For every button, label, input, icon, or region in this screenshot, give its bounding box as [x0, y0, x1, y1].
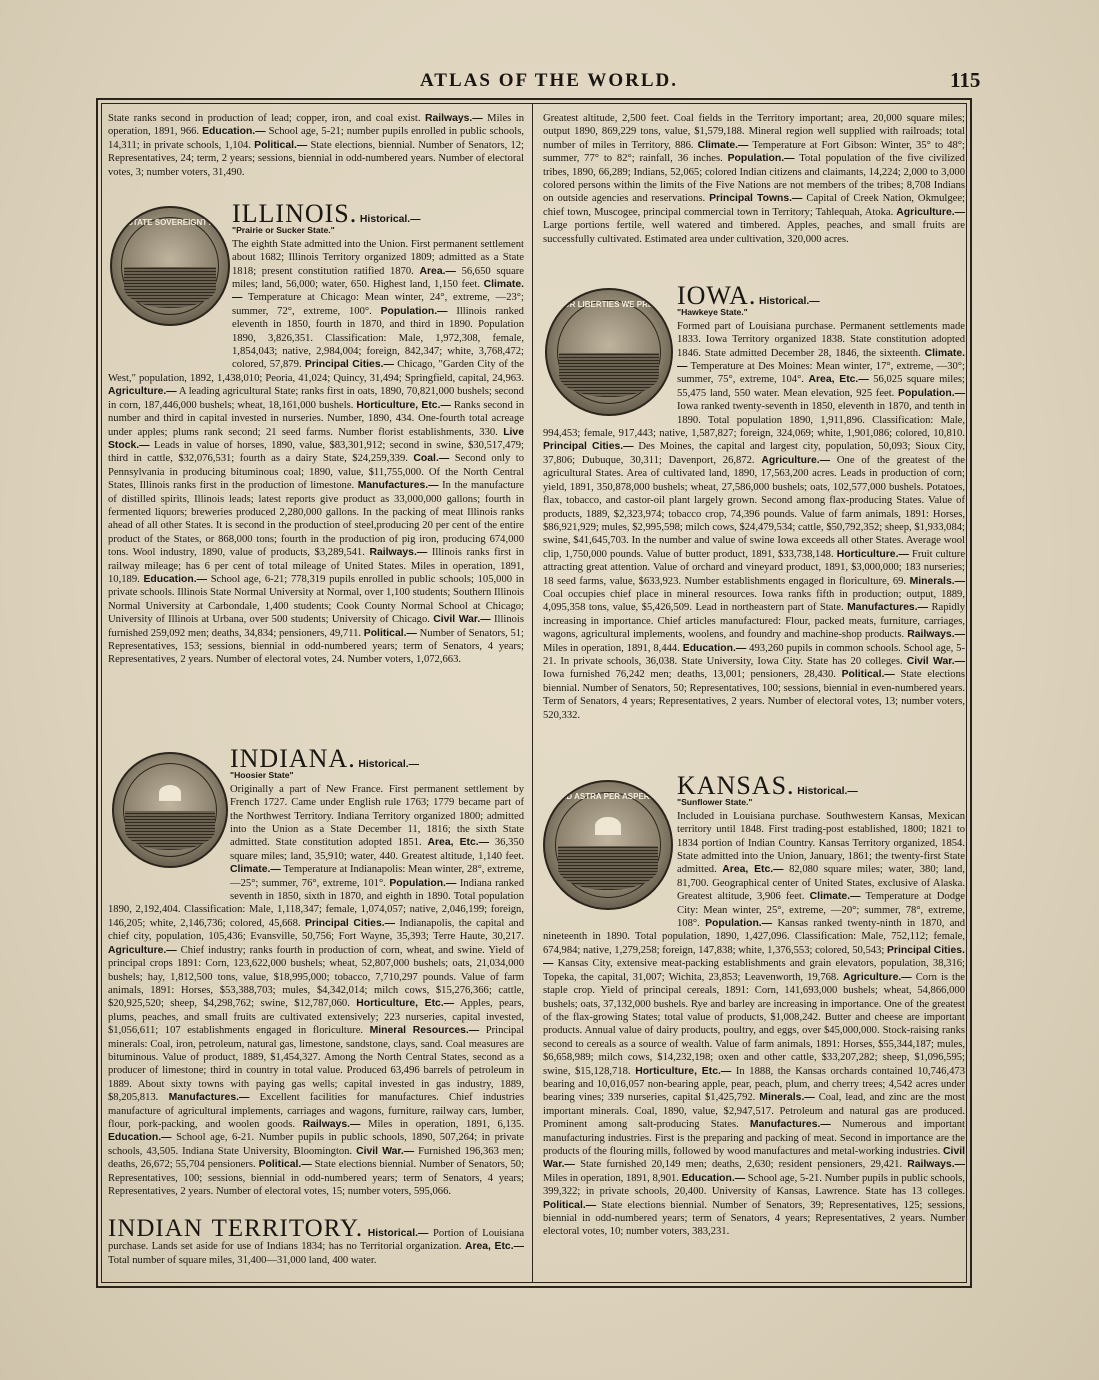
- seal-spacer: [543, 320, 677, 424]
- section-text: Indiana ranked seventh in 1850, sixth in 1870, and eighth in 1890. Total population 1890, 2,192,404. Classification: Male, 1,118,347; female, 1,074,057; native, 2,046,199; foreign, 146,205; white, 2,146,736; colored, 45,668.: [108, 877, 524, 929]
- indiana-section: [108, 744, 525, 1198]
- seal-spacer: [543, 810, 677, 928]
- section-text: Iowa furnished 76,242 men; deaths, 13,001; pensioners, 28,430.: [543, 669, 836, 681]
- livestock-heading: Live Stock.—: [108, 426, 524, 451]
- towns-heading: Principal Towns.—: [709, 193, 803, 205]
- section-text: 36,350 square miles; land, 35,910; water, 440. Greatest altitude, 1,140 feet.: [230, 837, 524, 862]
- section-text: 56,025 square miles; 55,475 land, 550 water. Mean elevation, 925 feet.: [677, 374, 965, 399]
- mineral-heading: Mineral Resources.—: [369, 1025, 480, 1037]
- fragment-text: Miles in operation, 1891, 966.: [108, 113, 524, 138]
- cities-heading: Principal Cities.—: [304, 359, 394, 371]
- manufactures-heading: Manufactures.—: [357, 480, 439, 492]
- section-text: Indianapolis, the capital and chief city, population, 105,436; Evansville, 50,756; Fort Wayne, 35,393; Terre Haute, 30,217.: [108, 917, 524, 943]
- indian-territory-section: [108, 1215, 525, 1267]
- railways-heading: Railways.—: [369, 547, 428, 559]
- climate-heading: Climate.—: [697, 139, 749, 151]
- iowa-seal-motto: OUR LIBERTIES WE PRIZE: [557, 300, 661, 309]
- climate-heading: Climate.—: [230, 864, 281, 876]
- political-heading: Political.—: [363, 627, 417, 639]
- section-text: 82,080 square miles; water, 380; land, 81,700. Geographical center of United States, exclusive of Alaska. Greatest altitude, 3,906 feet.: [677, 864, 965, 903]
- climate-heading: Climate.—: [809, 891, 861, 903]
- illinois-heading: ILLINOIS.: [232, 199, 358, 228]
- section-text: 493,260 pupils in common schools. School age, 5-21. In private schools, 36,038. State University, Iowa City. State has 20 colleges.: [543, 642, 966, 667]
- coal-heading: Coal.—: [413, 453, 450, 465]
- section-text: Ranks second in number and third in capital invested in nurseries. Number, 1890, 434. One-fourth total acreage under apples; plums rank second; 21 seed farms. Number florist establishments, 330.: [108, 399, 524, 438]
- section-text: Principal minerals: Coal, iron, petroleum, natural gas, limestone, sandstone, clays, sand. Coal measures are bituminous. Value of product, 1889, $1,454,327. Among the North Central States, second as a producer of limestone; third in country in total value. Produced 63,496 barrels of petroleum in 1889. About sixty towns with paying gas wells; capital invested in gas industry, 1889, $8,205,813.: [108, 1025, 524, 1104]
- iowa-nickname: "Hawkeye State.": [677, 307, 748, 318]
- section-text: Chief industry; ranks fourth in production of corn, wheat, and swine. Yield of principal crops 1891: Corn, 123,622,000 bushels; wheat, 52,807,000 bushels; oats, 21,034,000 bushels; hay, 1,812,500 tons, value, $18,995,000; tobacco, 7,710,297 pounds. Value of farm animals, 1891: Horses, $53,388,703; mules, $4,342,014; milch cows, $15,276,366; cattle, $20,925,520; sheep, $4,298,762; swine, $12,787,060.: [108, 944, 524, 1010]
- railways-heading: Railways.—: [907, 1159, 965, 1171]
- indiana-nickname: "Hoosier State": [230, 770, 294, 781]
- section-text: Temperature at Indianapolis: Mean winter, 28°, extreme, —25°; summer, 76°, extreme, 101°.: [230, 864, 524, 889]
- indiana-heading: INDIANA.: [230, 744, 356, 773]
- agriculture-heading: Agriculture.—: [108, 944, 177, 956]
- section-text: School age, 6-21. Number pupils in public schools, 1890, 507,264; in private schools, 43,505. Indiana State University, Bloomington.: [108, 1132, 524, 1157]
- fragment-text: State ranks second in production of lead; copper, iron, and coal exist.: [108, 113, 421, 124]
- illinois-seal-motto: STATE SOVEREIGNTY: [127, 218, 213, 227]
- historical-heading: Historical.—: [759, 296, 820, 307]
- section-text: Des Moines, the capital and largest city, population, 50,093; Sioux City, 37,806; Dubuque, 30,311; Davenport, 26,872.: [543, 441, 965, 466]
- political-heading: Political.—: [543, 1199, 597, 1211]
- section-text: Included in Louisiana purchase. Southwestern Kansas, Mexican territory until 1848. First trading-post established, 1800; 1821 to 1834 portion of Indian Country. Kansas Territory organized, 1854. State admitted into the Union, January, 1861; the twenty-first State admitted.: [677, 810, 965, 876]
- page-number: 115: [950, 68, 981, 92]
- section-text: Excellent facilities for manufactures. Chief industries manufacture of agricultural implements, carriages and wagons, furniture, railway cars, lumber, flour, pork-packing, and woolen goods.: [108, 1092, 525, 1130]
- population-heading: Population.—: [727, 153, 795, 165]
- political-heading: Political.—: [258, 1159, 312, 1171]
- section-text: Furnished 196,363 men; deaths, 26,672; 55,704 pensioners.: [108, 1145, 524, 1171]
- education-heading: Education.—: [681, 1172, 746, 1184]
- section-text: Leads in value of horses, 1890, value, $83,301,912; second in swine, $30,517,479; third in cattle, $32,076,531; fourth as a dairy State, $24,259,339.: [108, 439, 525, 465]
- section-text: A leading agricultural State; ranks first in oats, 1890, 70,821,000 bushels; second in corn, 187,446,000 bushels; wheat, 18,161,000 bushels.: [108, 386, 524, 411]
- section-text: Coal, lead, and zinc are the most important minerals. Coal, 1890, value, $2,947,517. Petroleum and natural gas are produced. Prominent among salt-producing States.: [543, 1092, 965, 1131]
- illinois-nickname: "Prairie or Sucker State.": [232, 225, 335, 236]
- left-top-fragment: [108, 112, 524, 179]
- section-text: School age, 6-21; 778,319 pupils enrolled in public schools; 105,000 in private schools. Illinois State Normal University at Normal, over 1,100 students; Southern Illinois Normal University at Carbondale, 1,400 students; Cook County Normal School at Chicago; University of Illinois at Urbana, over 500 students; University of Chicago.: [108, 573, 524, 626]
- section-text: State elections biennial. Number of Senators, 39; Representatives, 125; sessions, biennial in odd-numbered years; term of Senators, 4 years; Representatives, 2 years. Number electoral votes, 10; number voters, 383,231.: [543, 1199, 965, 1238]
- seal-spacer: [108, 783, 230, 891]
- historical-heading: Historical.—: [359, 214, 421, 225]
- civil-war-heading: Civil War.—: [433, 614, 491, 626]
- illinois-section: [108, 199, 525, 667]
- civil-war-heading: Civil War.—: [356, 1145, 415, 1157]
- section-text: State elections biennial. Number of Senators, 50; Representatives, 100; sessions, biennial in even-numbered years. Term of Senators, 4 years; Representatives, 2 years. Number of electoral votes, 13; number voters, 520,332.: [543, 669, 965, 721]
- section-text: Second only to Pennsylvania in producing bituminous coal; 1890, value, $11,755,000. Of the North Central States, Illinois ranks first in the production of limestone.: [108, 453, 525, 492]
- kansas-seal-motto: AD ASTRA PER ASPERA: [560, 792, 656, 801]
- population-heading: Population.—: [898, 387, 965, 399]
- horticulture-heading: Horticulture, Etc.—: [356, 998, 455, 1010]
- section-text: Formed part of Louisiana purchase. Permanent settlements made 1833. Iowa Territory organized 1838. State constitution adopted 1846. State admitted December 28, 1846, the sixteenth.: [677, 320, 965, 359]
- civil-war-heading: Civil War.—: [543, 1145, 965, 1171]
- iowa-section: [543, 281, 966, 722]
- running-title: ATLAS OF THE WORLD.: [420, 70, 678, 91]
- section-text: The eighth State admitted into the Union. First permanent settlement about 1682; Illinois Territory organized 1809; admitted as a State 1818; present constitution ratified 1870.: [232, 238, 524, 277]
- agriculture-heading: Agriculture.—: [842, 971, 912, 983]
- section-text: Apples, pears, plums, peaches, and small fruits are cultivated extensively; 223 nurseries, capital invested, $1,056,611; 107 establishments engaged in floriculture.: [108, 998, 524, 1037]
- cities-heading: Principal Cities.—: [543, 944, 965, 970]
- cities-heading: Principal Cities.—: [543, 441, 634, 453]
- education-heading: Education.—: [202, 126, 266, 138]
- section-text: Number of Senators, 51; Representatives, 153; sessions, biennial in odd-numbered years; term of Senators, 4 years; Representatives, 2 years. Number of electoral votes, 24. Number voters, 1,072,663.: [108, 627, 524, 666]
- section-text: Miles in operation, 1891, 8,444.: [543, 642, 680, 654]
- area-heading: Area, Etc.—: [427, 837, 490, 849]
- political-heading: Political.—: [254, 139, 308, 151]
- railways-heading: Railways.—: [907, 629, 965, 641]
- population-heading: Population.—: [380, 305, 448, 317]
- section-text: Temperature at Des Moines: Mean winter, 17°, extreme, —30°; summer, 75°, extreme, 104°.: [677, 361, 965, 386]
- seal-spacer: [108, 238, 232, 366]
- section-text: Iowa ranked twenty-seventh in 1850, eleventh in 1870, and tenth in 1890. Total population 1890, 1,911,896. Classification: Male, 994,453; female, 917,443; native, 1,587,827; foreign, 324,069; white, 1,901,086; colored, 10,810.: [543, 401, 965, 440]
- section-text: Coal occupies chief place in mineral resources. Iowa ranks fifth in production; output, 1889, 4,095,358 tons, value, $5,426,509. Lead in northeastern part of State.: [543, 588, 965, 614]
- section-text: Illinois ranked eleventh in 1850, fourth in 1870, and third in 1890. Population 1890, 3,826,351. Classification: Male, 1,972,308, female, 1,854,043; native, 2,984,004; foreign, 842,347; white, 3,768,472; colored, 57,879.: [232, 305, 524, 371]
- section-text: Numerous and important manufacturing industries. First is the preparing and packing of meat. Second in importance are the products of the flouring mills, followed by wood manufactures and metal-working industries.: [543, 1119, 965, 1157]
- section-text: Temperature at Dodge City: Mean winter, 25°, extreme, —20°; summer, 78°, extreme, 108°.: [677, 891, 965, 930]
- population-heading: Population.—: [705, 918, 773, 930]
- civil-war-heading: Civil War.—: [906, 655, 965, 667]
- section-text: In 1888, the Kansas orchards contained 10,746,473 bearing and 10,016,057 non-bearing apple, pear, peach, plum, and cherry trees; 4,542 acres under bearing vines; 339 nurseries, capital $1,425,792.: [543, 1065, 965, 1104]
- section-text: State furnished 20,149 men; deaths, 2,630; resident pensioners, 29,421.: [580, 1159, 903, 1171]
- horticulture-heading: Horticulture, Etc.—: [356, 399, 451, 411]
- cities-heading: Principal Cities.—: [304, 917, 396, 929]
- railways-heading: Railways.—: [302, 1118, 361, 1130]
- area-heading: Area.—: [419, 265, 456, 277]
- horticulture-heading: Horticulture.—: [836, 548, 909, 560]
- section-text: Kansas ranked twenty-ninth in 1870, and nineteenth in 1890. Total population, 1890, 1,427,096. Classification: Male, 752,112; female, 674,984; native, 1,279,258; foreign, 147,838; white, 1,376,553; colored, 50,543;: [543, 918, 966, 956]
- kansas-heading: KANSAS.: [677, 771, 795, 800]
- population-heading: Population.—: [389, 877, 457, 889]
- fragment-text: State elections, biennial. Number of Senators, 12; Representatives, 24; term, 2 years; sessions, biennial in odd-numbered years. Number of electoral votes, 3; number voters, 31,490.: [108, 139, 525, 178]
- horticulture-heading: Horticulture, Etc.—: [635, 1065, 732, 1077]
- education-heading: Education.—: [682, 642, 747, 654]
- area-heading: Area, Etc.—: [722, 864, 784, 876]
- education-heading: Education.—: [108, 1132, 172, 1144]
- historical-heading: Historical.—: [358, 759, 419, 770]
- area-heading: Area, Etc.—: [464, 1241, 524, 1253]
- manufactures-heading: Manufactures.—: [168, 1092, 250, 1104]
- section-text: 56,650 square miles; land, 56,000; water, 650. Highest land, 1,150 feet.: [232, 265, 525, 291]
- area-heading: Area, Etc.—: [808, 374, 869, 386]
- agriculture-heading: Agriculture.—: [761, 454, 831, 466]
- section-text: Corn is the staple crop. Yield of principal cereals, 1891: Corn, 141,693,000 bushels; wheat, 54,866,000 bushels; oats, 37,132,000 bushels. Rye and barley are increasing in importance. One of the greatest of the flax-growing States; total value of products, $1,008,242. Butter and cheese are important products. Annual value of dairy products, poultry, and eggs, over $45,000,000. Stock-raising ranks second to cereals as a source of wealth. Value of farm animals, 1891: Horses, $55,344,187; mules, $6,658,989; milch cows, $14,232,198; oxen and other cattle, $33,207,282; sheep, $1,096,595; swine, $15,128,718.: [543, 971, 965, 1077]
- section-text: Total population of the five civilized tribes, 1890, 66,289; Indians, 52,065; colored Indian citizens and claimants, 14,224; 2,000 to 3,000 colored persons within the limits of the Five Nations are not members of the tribes; 8,708 Indians on outside agencies and reservations.: [543, 153, 965, 205]
- section-text: Fruit culture attracting great attention. Value of orchard and vineyard product, 1891, $3,000,000; 183 nurseries; 18 seed farms, value, $633,923. Number establishments engaged in floriculture, 69.: [543, 548, 966, 587]
- climate-heading: Climate.—: [677, 347, 965, 373]
- iowa-heading: IOWA.: [677, 281, 757, 310]
- climate-heading: Climate.—: [232, 279, 524, 304]
- kansas-section: [543, 771, 966, 1239]
- section-text: Kansas City, extensive meat-packing establishments and grain elevators, population, 38,316; Topeka, the capital, 31,007; Wichita, 23,853; Leavenworth, 19,768.: [543, 958, 965, 983]
- manufactures-heading: Manufactures.—: [847, 602, 928, 614]
- section-text: School age, 5-21. Number pupils in public schools, 399,322; in private schools, 20,400. University of Kansas, Lawrence. State has 13 colleges.: [543, 1172, 965, 1198]
- kansas-nickname: "Sunflower State.": [677, 797, 753, 808]
- agriculture-heading: Agriculture.—: [108, 386, 177, 398]
- section-text: Illinois furnished 259,092 men; deaths, 34,834; pensioners, 49,711.: [108, 614, 525, 639]
- section-text: Originally a part of New France. First permanent settlement by French 1727. Came under English rule 1763; 1779 became part of the Northwest Territory. Indiana Territory organized 1800; admitted into the Union as a State December 11, 1816; the sixth State admitted. State constitution adopted 1851.: [230, 783, 524, 849]
- section-text: Illinois ranks first in railway mileage; has 6 per cent of total mileage of United States. Miles in operation, 1891, 10,189.: [108, 547, 524, 585]
- right-top-fragment: [543, 112, 965, 246]
- section-text: Miles in operation, 1891, 8,901.: [543, 1172, 679, 1184]
- manufactures-heading: Manufactures.—: [749, 1119, 831, 1131]
- section-text: Rapidly increasing in importance. Chief articles manufactured: Flour, packed meats, furniture, carriages, wagons, agricultural implements, woolens, and foundry and machine-shop products.: [543, 602, 965, 641]
- education-heading: Education.—: [143, 573, 207, 585]
- political-heading: Political.—: [841, 669, 895, 681]
- section-text: In the manufacture of distilled spirits, Illinois leads; latest reports give product as 33,000,000 gallons; fourth in fermented liquors; breweries produced 2,280,000 gallons. In the packing of meat Illinois ranks ahead of all other States. It is second in the production of steel,producing 20 per cent of the entire product of the States, or 868,000 tons; fourth in the production of pig iron, producing 674,000 tons. Wool industry, 1890, value of products, $3,289,541.: [108, 480, 524, 559]
- minerals-heading: Minerals.—: [909, 575, 965, 587]
- indian-territory-heading: INDIAN TERRITORY.: [108, 1215, 364, 1242]
- section-text: Total number of square miles, 31,400—31,000 land, 400 water.: [108, 1254, 377, 1266]
- agriculture-heading: Agriculture.—: [896, 206, 965, 218]
- section-text: Portion of Louisiana purchase. Lands set aside for use of Indians 1834; has no Territorial organization.: [108, 1228, 525, 1253]
- fragment-text: School age, 5-21; number pupils enrolled in public schools, 14,311; in private schools, 1,104.: [108, 126, 524, 151]
- section-text: Chicago, "Garden City of the West," population, 1892, 1,438,010; Peoria, 41,024; Quincy, 31,494; Springfield, capital, 24,963.: [108, 359, 524, 384]
- column-divider: [532, 104, 533, 1282]
- section-text: State elections biennial. Number of Senators, 50; Representatives, 100; sessions, biennial in odd-numbered years; term of Senators, 4 years; Representatives, 2 years. Number of electoral votes, 15; number voters, 595,066.: [108, 1159, 525, 1197]
- section-text: Miles in operation, 1891, 6,135.: [368, 1118, 524, 1130]
- historical-heading: Historical.—: [367, 1228, 429, 1239]
- section-text: Greatest altitude, 2,500 feet. Coal fields in the Territory important; area, 20,000 square miles; output 1890, 869,229 tons, value, $1,579,188. Mineral region well supplied with railroads; total number of miles in Territory, 886.: [543, 113, 965, 151]
- minerals-heading: Minerals.—: [759, 1092, 815, 1104]
- historical-heading: Historical.—: [797, 786, 858, 797]
- section-text: Capital of Creek Nation, Okmulgee; chief town, Muscogee, principal commercial town in Territory; Tahlequah, Atoka.: [543, 193, 965, 218]
- section-text: Temperature at Chicago: Mean winter, 24°, extreme, —23°; summer, 72°, extreme, 100°.: [232, 292, 524, 317]
- page-header: [0, 64, 1099, 98]
- section-text: One of the greatest of the agricultural States. Area of cultivated land, 1890, 17,563,200 acres. Leads in production of corn; yield, 1891, 350,878,000 bushels; wheat, 27,586,000 bushels; oats, 102,577,000 bushels. Potatoes, flax, tobacco, and castor-oil plant largely grown. Second among flax-producing States. Value of products, 1889, $2,323,974; tobacco crop, 74,396 pounds. Value of farm animals, 1891: Horses, $86,921,929; mules, $2,995,598; milch cows, $24,479,534; cattle, $50,792,352; sheep, $1,933,084; swine, $41,645,703. In the number and value of swine Iowa exceeds all other States. Average wool clip, 1,750,000 pounds. Value of butter product, 1891, $33,738,148.: [543, 454, 965, 560]
- section-text: Temperature at Fort Gibson: Winter, 35° to 48°; summer, 77° to 82°; rainfall, 36 inches.: [543, 139, 965, 165]
- railways-heading: Railways.—: [424, 113, 483, 124]
- section-text: Large portions fertile, well watered and timbered. Apples, peaches, and small fruits are successfully cultivated. Estimated area under cultivation, 320,000 acres.: [543, 220, 965, 245]
